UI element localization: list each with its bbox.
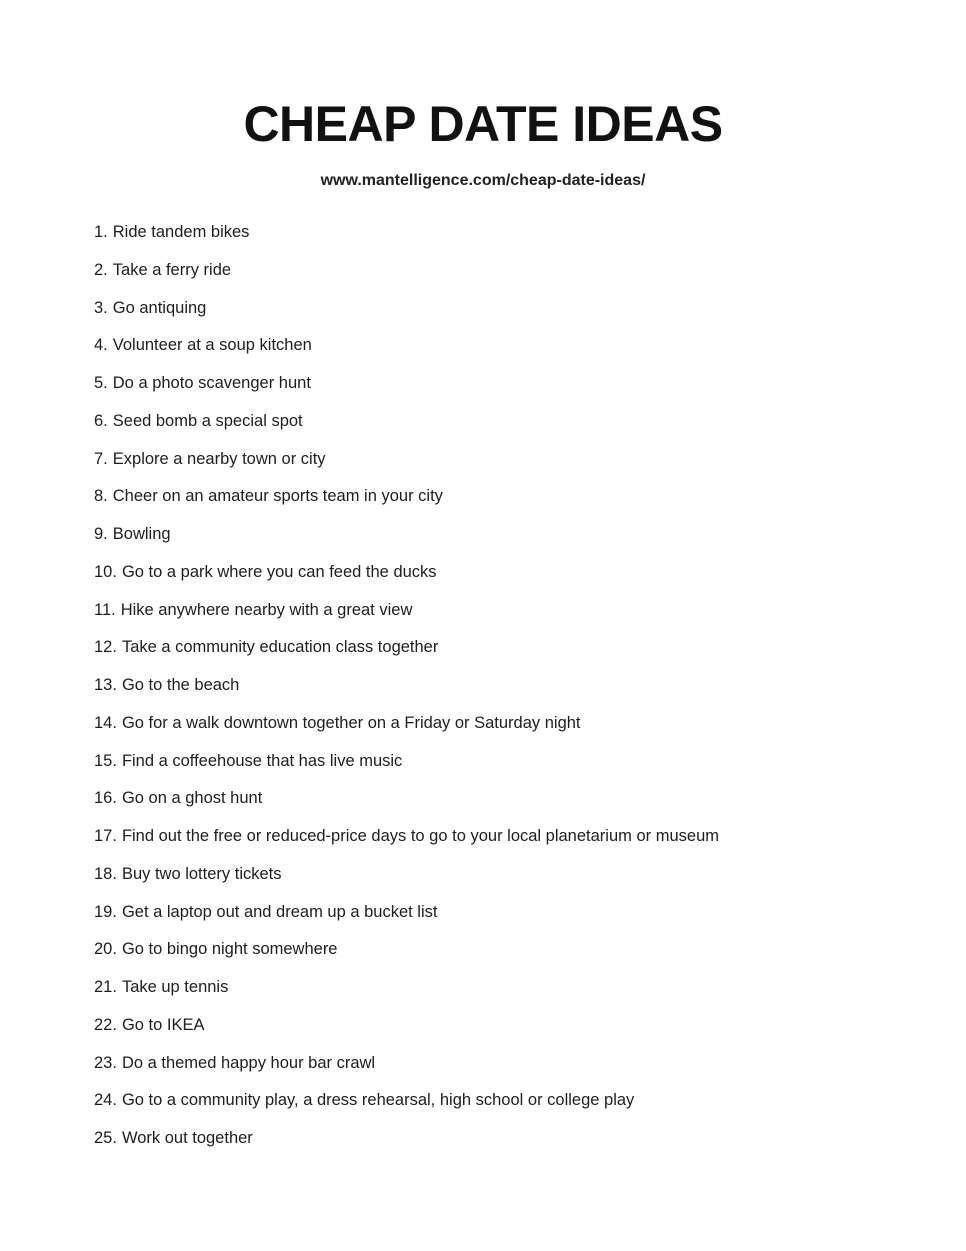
list-item-number: 20. [94,940,117,959]
list-item-number: 13. [94,676,117,694]
list-item-text: Go for a walk downtown together on a Friday or Saturday night [121,713,581,732]
list-item-number: 12. [94,638,117,657]
list-item-number: 1. [94,223,108,241]
list-item [94,1013,914,1051]
list-item-text: Get a laptop out and dream up a bucket list [121,902,438,921]
list-item-number: 25. [94,1129,117,1147]
list-item-number: 3. [94,298,108,317]
list-item [94,1126,914,1164]
list-item [94,447,914,485]
list-item [94,635,914,673]
list-item [94,522,914,560]
source-url: www.mantelligence.com/cheap-date-ideas/ [320,172,646,189]
list-item [94,371,914,409]
list-item [94,258,914,296]
list-item [94,296,914,334]
list-item-text: Go to IKEA [121,1015,205,1034]
list-item [94,786,914,824]
list-item [94,409,914,447]
list-item-text: Find a coffeehouse that has live music [121,751,403,770]
list-item-text: Go to bingo night somewhere [121,940,338,959]
list-item-text: Go to a community play, a dress rehearsal, high school or college play [121,1091,635,1110]
list-item-number: 24. [94,1091,117,1110]
list-item [94,1051,914,1089]
list-item-number: 15. [94,751,117,770]
list-item [94,824,914,862]
list-item [94,560,914,598]
list-item [94,1088,914,1126]
list-item-number: 22. [94,1015,117,1034]
list-item-text: Work out together [121,1129,253,1147]
list-item-text: Go on a ghost hunt [121,789,263,808]
list-item-number: 23. [94,1053,117,1072]
list-item-text: Take a community education class together [121,638,439,657]
list-item-text: Take up tennis [121,978,229,996]
list-item-number: 8. [94,487,108,506]
list-item-text: Go to a park where you can feed the ducks [121,562,437,581]
list-item-text: Find out the free or reduced-price days to go to your local planetarium or museum [121,827,719,845]
list-item-number: 16. [94,789,117,808]
list-item-text: Ride tandem bikes [112,223,250,241]
list-item-number: 17. [94,827,117,845]
list-item-number: 2. [94,260,108,279]
list-item-text: Go antiquing [112,298,207,317]
list-item-text: Explore a nearby town or city [112,449,326,468]
list-item [94,598,914,636]
list-item-number: 14. [94,713,117,732]
list-item-text: Hike anywhere nearby with a great view [120,600,413,619]
list-item-number: 18. [94,864,117,883]
list-item-text: Take a ferry ride [112,260,232,279]
list-item-number: 21. [94,978,117,996]
list-item-text: Do a photo scavenger hunt [112,374,311,392]
list-item-text: Go to the beach [121,676,240,694]
list-item [94,862,914,900]
list-item [94,711,914,749]
idea-list [94,220,914,1164]
list-item-number: 7. [94,449,108,468]
list-item-number: 4. [94,336,108,355]
list-item [94,220,914,258]
list-item [94,333,914,371]
list-item-text: Bowling [112,525,171,543]
list-item [94,484,914,522]
list-item-number: 10. [94,562,117,581]
list-item-text: Buy two lottery tickets [121,864,282,883]
list-item-number: 6. [94,411,108,430]
list-item-number: 9. [94,525,108,543]
list-item-number: 11. [94,600,116,619]
page-title: CHEAP DATE IDEAS [243,96,723,152]
list-item [94,673,914,711]
list-item-text: Cheer on an amateur sports team in your city [112,487,443,506]
list-item-number: 19. [94,902,117,921]
list-item [94,937,914,975]
list-item-number: 5. [94,374,108,392]
list-item-text: Seed bomb a special spot [112,411,303,430]
list-item-text: Volunteer at a soup kitchen [112,336,312,355]
list-item [94,975,914,1013]
list-item-text: Do a themed happy hour bar crawl [121,1053,376,1072]
list-item [94,900,914,938]
list-item [94,749,914,787]
